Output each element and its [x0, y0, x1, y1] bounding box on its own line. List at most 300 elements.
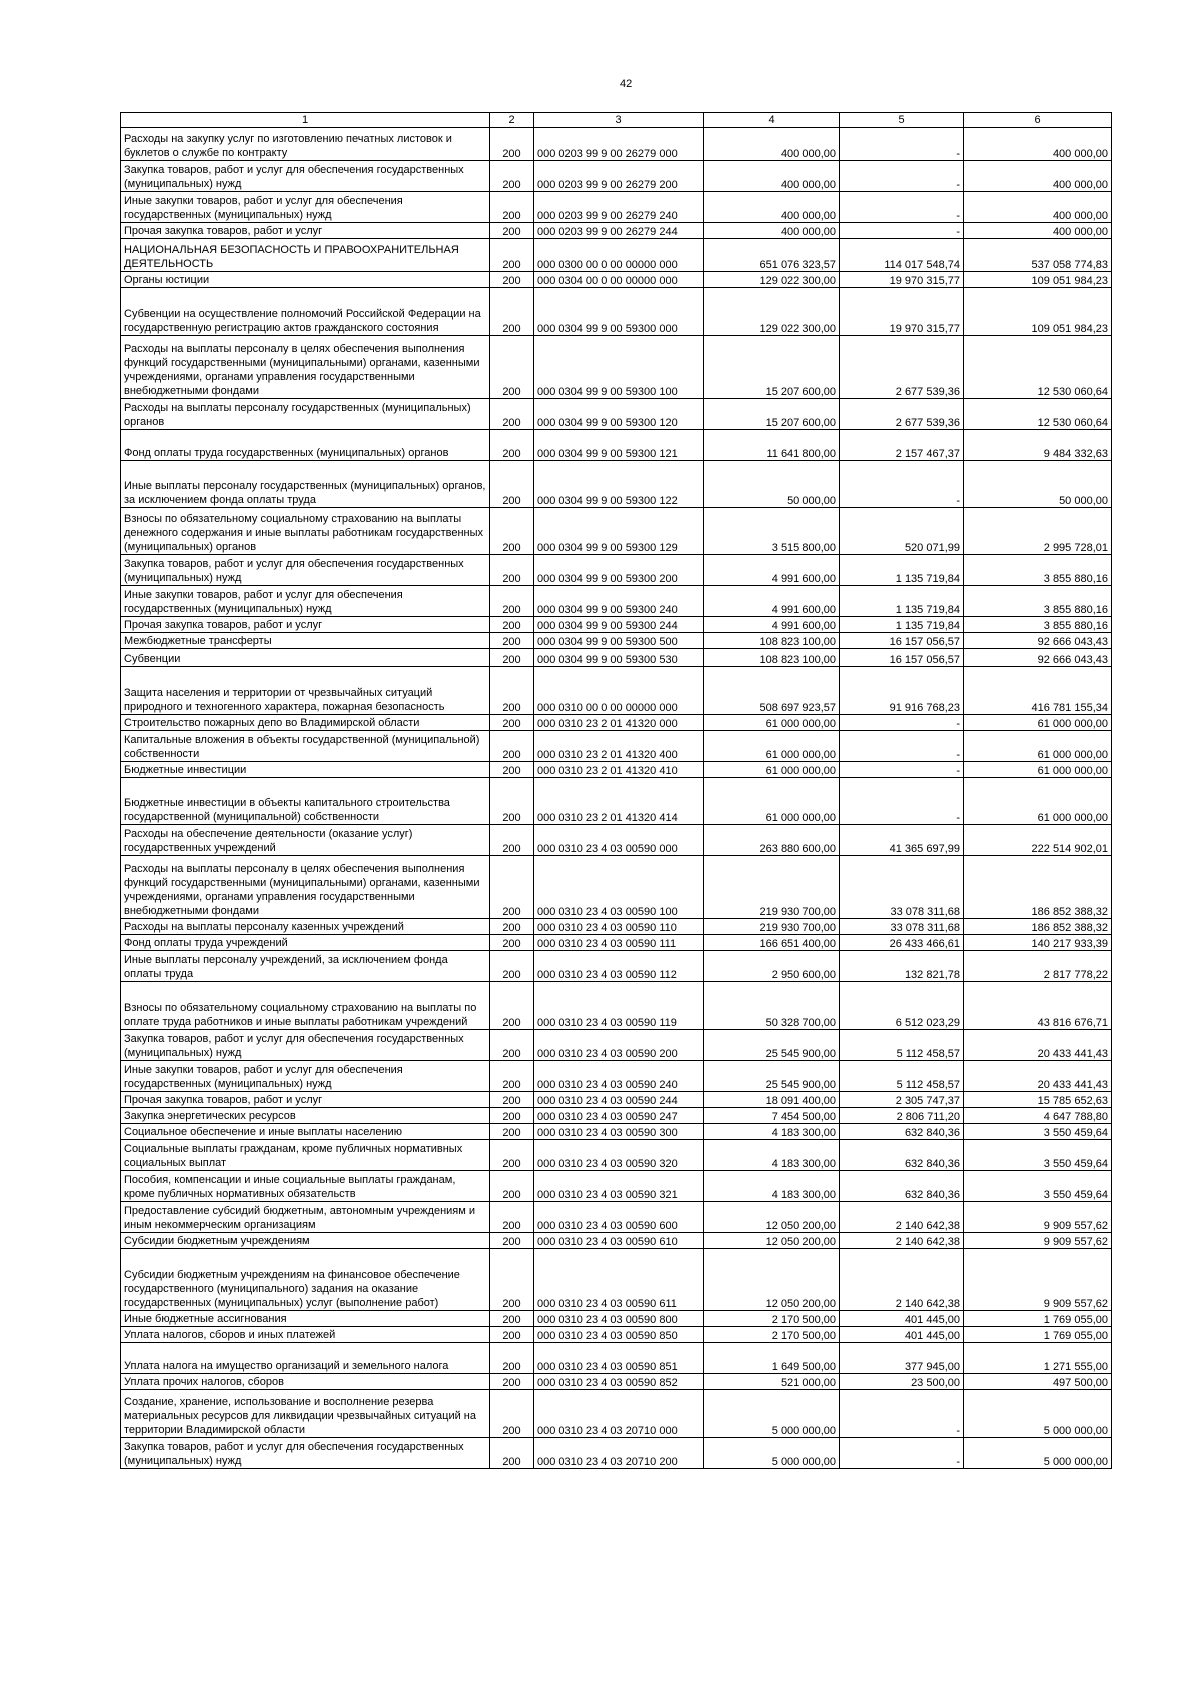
- budget-table: [120, 112, 1112, 1469]
- row-name: Иные закупки товаров, работ и услуг для обеспечения государственных (муниципальных) нужд: [121, 586, 490, 617]
- row-budget-code: 000 0310 23 2 01 41320 400: [534, 731, 704, 762]
- table-row: [121, 1124, 1112, 1140]
- row-unexecuted-amount: 1 271 555,00: [964, 1343, 1112, 1374]
- row-budget-code: 000 0310 23 4 03 00590 247: [534, 1108, 704, 1124]
- table-row: [121, 935, 1112, 951]
- table-row: [121, 1438, 1112, 1469]
- row-budget-code: 000 0304 99 9 00 59300 500: [534, 633, 704, 649]
- row-name: Бюджетные инвестиции в объекты капитального строительства государственной (муниципальной) собственности: [121, 778, 490, 825]
- row-executed-amount: 401 445,00: [840, 1311, 964, 1327]
- table-row: [121, 1374, 1112, 1390]
- row-name: Предоставление субсидий бюджетным, автономным учреждениям и иным некоммерческим организациям: [121, 1202, 490, 1233]
- row-executed-amount: 19 970 315,77: [840, 272, 964, 288]
- table-row: [121, 272, 1112, 288]
- row-approved-amount: 5 000 000,00: [704, 1438, 840, 1469]
- row-executed-amount: 401 445,00: [840, 1327, 964, 1343]
- page-number: 42: [620, 78, 633, 90]
- row-approved-amount: 15 207 600,00: [704, 336, 840, 399]
- row-admin-code: 200: [490, 1092, 534, 1108]
- row-approved-amount: 4 183 300,00: [704, 1171, 840, 1202]
- table-row: [121, 128, 1112, 161]
- row-approved-amount: 508 697 923,57: [704, 667, 840, 715]
- row-name: Социальные выплаты гражданам, кроме публичных нормативных социальных выплат: [121, 1140, 490, 1171]
- table-row: [121, 856, 1112, 919]
- table-row: [121, 1171, 1112, 1202]
- row-approved-amount: 4 991 600,00: [704, 555, 840, 586]
- row-budget-code: 000 0304 99 9 00 59300 244: [534, 617, 704, 633]
- row-unexecuted-amount: 186 852 388,32: [964, 856, 1112, 919]
- row-admin-code: 200: [490, 272, 534, 288]
- row-admin-code: 200: [490, 649, 534, 667]
- row-budget-code: 000 0310 23 4 03 00590 320: [534, 1140, 704, 1171]
- row-unexecuted-amount: 109 051 984,23: [964, 272, 1112, 288]
- row-executed-amount: -: [840, 128, 964, 161]
- table-row: [121, 1092, 1112, 1108]
- row-admin-code: 200: [490, 288, 534, 336]
- table-row: [121, 336, 1112, 399]
- row-approved-amount: 2 950 600,00: [704, 951, 840, 982]
- row-executed-amount: 19 970 315,77: [840, 288, 964, 336]
- row-approved-amount: 129 022 300,00: [704, 272, 840, 288]
- row-approved-amount: 4 183 300,00: [704, 1140, 840, 1171]
- row-admin-code: 200: [490, 715, 534, 731]
- row-admin-code: 200: [490, 1233, 534, 1249]
- row-budget-code: 000 0304 99 9 00 59300 129: [534, 508, 704, 555]
- row-approved-amount: 7 454 500,00: [704, 1108, 840, 1124]
- row-unexecuted-amount: 400 000,00: [964, 161, 1112, 192]
- row-approved-amount: 166 651 400,00: [704, 935, 840, 951]
- row-unexecuted-amount: 61 000 000,00: [964, 762, 1112, 778]
- row-executed-amount: 5 112 458,57: [840, 1061, 964, 1092]
- row-executed-amount: -: [840, 778, 964, 825]
- column-header-1: 1: [121, 113, 490, 128]
- row-executed-amount: 23 500,00: [840, 1374, 964, 1390]
- row-approved-amount: 15 207 600,00: [704, 399, 840, 430]
- row-approved-amount: 1 649 500,00: [704, 1343, 840, 1374]
- row-executed-amount: 2 140 642,38: [840, 1233, 964, 1249]
- row-admin-code: 200: [490, 1343, 534, 1374]
- row-executed-amount: -: [840, 1438, 964, 1469]
- row-name: Социальное обеспечение и иные выплаты населению: [121, 1124, 490, 1140]
- row-admin-code: 200: [490, 1311, 534, 1327]
- row-unexecuted-amount: 4 647 788,80: [964, 1108, 1112, 1124]
- column-header-3: 3: [534, 113, 704, 128]
- row-executed-amount: 5 112 458,57: [840, 1030, 964, 1061]
- row-approved-amount: 61 000 000,00: [704, 778, 840, 825]
- row-name: Фонд оплаты труда учреждений: [121, 935, 490, 951]
- row-unexecuted-amount: 5 000 000,00: [964, 1438, 1112, 1469]
- row-unexecuted-amount: 9 909 557,62: [964, 1202, 1112, 1233]
- row-unexecuted-amount: 1 769 055,00: [964, 1327, 1112, 1343]
- row-approved-amount: 263 880 600,00: [704, 825, 840, 856]
- row-approved-amount: 2 170 500,00: [704, 1327, 840, 1343]
- row-name: Иные выплаты персоналу учреждений, за исключением фонда оплаты труда: [121, 951, 490, 982]
- table-row: [121, 919, 1112, 935]
- table-row: [121, 1108, 1112, 1124]
- row-name: Закупка товаров, работ и услуг для обеспечения государственных (муниципальных) нужд: [121, 161, 490, 192]
- row-name: Закупка товаров, работ и услуг для обеспечения государственных (муниципальных) нужд: [121, 555, 490, 586]
- row-admin-code: 200: [490, 192, 534, 223]
- row-unexecuted-amount: 92 666 043,43: [964, 633, 1112, 649]
- row-budget-code: 000 0304 99 9 00 59300 530: [534, 649, 704, 667]
- table-row: [121, 399, 1112, 430]
- row-approved-amount: 18 091 400,00: [704, 1092, 840, 1108]
- row-budget-code: 000 0310 23 4 03 00590 610: [534, 1233, 704, 1249]
- column-header-row: [121, 113, 1112, 128]
- row-unexecuted-amount: 537 058 774,83: [964, 239, 1112, 272]
- row-unexecuted-amount: 2 995 728,01: [964, 508, 1112, 555]
- column-header-2: 2: [490, 113, 534, 128]
- row-unexecuted-amount: 20 433 441,43: [964, 1061, 1112, 1092]
- column-header-6: 6: [964, 113, 1112, 128]
- row-admin-code: 200: [490, 555, 534, 586]
- table-row: [121, 1343, 1112, 1374]
- row-name: Субвенции: [121, 649, 490, 667]
- row-name: Создание, хранение, использование и восполнение резерва материальных ресурсов для ликвидации чрезвычайных ситуаций на территории Владимирской области: [121, 1390, 490, 1438]
- row-admin-code: 200: [490, 731, 534, 762]
- column-header-5: 5: [840, 113, 964, 128]
- row-budget-code: 000 0203 99 9 00 26279 240: [534, 192, 704, 223]
- column-header-4: 4: [704, 113, 840, 128]
- table-row: [121, 1390, 1112, 1438]
- row-admin-code: 200: [490, 508, 534, 555]
- row-approved-amount: 12 050 200,00: [704, 1233, 840, 1249]
- row-approved-amount: 5 000 000,00: [704, 1390, 840, 1438]
- row-name: Расходы на выплаты персоналу в целях обеспечения выполнения функций государственными (муниципальными) органами, казенными учреждениями, органами управления государственными внебюджетными фондами: [121, 856, 490, 919]
- row-executed-amount: 16 157 056,57: [840, 633, 964, 649]
- table-row: [121, 1061, 1112, 1092]
- table-row: [121, 1327, 1112, 1343]
- row-admin-code: 200: [490, 1061, 534, 1092]
- row-admin-code: 200: [490, 935, 534, 951]
- row-budget-code: 000 0310 23 4 03 00590 244: [534, 1092, 704, 1108]
- row-approved-amount: 108 823 100,00: [704, 633, 840, 649]
- row-budget-code: 000 0304 99 9 00 59300 121: [534, 430, 704, 461]
- row-executed-amount: 520 071,99: [840, 508, 964, 555]
- row-unexecuted-amount: 3 550 459,64: [964, 1171, 1112, 1202]
- row-unexecuted-amount: 109 051 984,23: [964, 288, 1112, 336]
- row-admin-code: 200: [490, 223, 534, 239]
- row-executed-amount: 2 677 539,36: [840, 336, 964, 399]
- row-budget-code: 000 0304 99 9 00 59300 120: [534, 399, 704, 430]
- row-budget-code: 000 0310 23 2 01 41320 414: [534, 778, 704, 825]
- row-approved-amount: 25 545 900,00: [704, 1061, 840, 1092]
- row-budget-code: 000 0310 23 4 03 00590 851: [534, 1343, 704, 1374]
- row-budget-code: 000 0203 99 9 00 26279 244: [534, 223, 704, 239]
- table-row: [121, 1202, 1112, 1233]
- row-unexecuted-amount: 61 000 000,00: [964, 731, 1112, 762]
- row-admin-code: 200: [490, 982, 534, 1030]
- row-name: Субвенции на осуществление полномочий Российской Федерации на государственную регистрацию актов гражданского состояния: [121, 288, 490, 336]
- row-admin-code: 200: [490, 825, 534, 856]
- row-budget-code: 000 0310 23 4 03 00590 100: [534, 856, 704, 919]
- row-executed-amount: 33 078 311,68: [840, 919, 964, 935]
- row-unexecuted-amount: 9 484 332,63: [964, 430, 1112, 461]
- row-name: Закупка товаров, работ и услуг для обеспечения государственных (муниципальных) нужд: [121, 1438, 490, 1469]
- row-name: Субсидии бюджетным учреждениям на финансовое обеспечение государственного (муниципального) задания на оказание государственных (муниципальных) услуг (выполнение работ): [121, 1249, 490, 1311]
- row-admin-code: 200: [490, 617, 534, 633]
- row-executed-amount: 632 840,36: [840, 1124, 964, 1140]
- row-admin-code: 200: [490, 128, 534, 161]
- row-name: Закупка товаров, работ и услуг для обеспечения государственных (муниципальных) нужд: [121, 1030, 490, 1061]
- row-unexecuted-amount: 400 000,00: [964, 223, 1112, 239]
- row-admin-code: 200: [490, 1327, 534, 1343]
- row-budget-code: 000 0304 99 9 00 59300 000: [534, 288, 704, 336]
- row-unexecuted-amount: 3 855 880,16: [964, 555, 1112, 586]
- row-approved-amount: 400 000,00: [704, 223, 840, 239]
- row-unexecuted-amount: 140 217 933,39: [964, 935, 1112, 951]
- row-admin-code: 200: [490, 856, 534, 919]
- row-executed-amount: 2 806 711,20: [840, 1108, 964, 1124]
- row-executed-amount: 1 135 719,84: [840, 586, 964, 617]
- row-approved-amount: 219 930 700,00: [704, 856, 840, 919]
- row-approved-amount: 400 000,00: [704, 128, 840, 161]
- row-name: Закупка энергетических ресурсов: [121, 1108, 490, 1124]
- row-unexecuted-amount: 9 909 557,62: [964, 1233, 1112, 1249]
- row-name: Прочая закупка товаров, работ и услуг: [121, 223, 490, 239]
- table-row: [121, 430, 1112, 461]
- row-executed-amount: 2 140 642,38: [840, 1249, 964, 1311]
- row-name: Прочая закупка товаров, работ и услуг: [121, 1092, 490, 1108]
- row-admin-code: 200: [490, 336, 534, 399]
- row-name: Строительство пожарных депо во Владимирской области: [121, 715, 490, 731]
- row-approved-amount: 3 515 800,00: [704, 508, 840, 555]
- table-row: [121, 223, 1112, 239]
- row-name: Иные закупки товаров, работ и услуг для обеспечения государственных (муниципальных) нужд: [121, 1061, 490, 1092]
- row-name: Расходы на выплаты персоналу в целях обеспечения выполнения функций государственными (муниципальными) органами, казенными учреждениями, органами управления государственными внебюджетными фондами: [121, 336, 490, 399]
- table-row: [121, 586, 1112, 617]
- row-budget-code: 000 0310 23 4 03 00590 300: [534, 1124, 704, 1140]
- row-budget-code: 000 0310 00 0 00 00000 000: [534, 667, 704, 715]
- row-unexecuted-amount: 186 852 388,32: [964, 919, 1112, 935]
- row-admin-code: 200: [490, 1124, 534, 1140]
- row-admin-code: 200: [490, 762, 534, 778]
- row-unexecuted-amount: 12 530 060,64: [964, 336, 1112, 399]
- row-unexecuted-amount: 50 000,00: [964, 461, 1112, 508]
- row-name: Прочая закупка товаров, работ и услуг: [121, 617, 490, 633]
- row-budget-code: 000 0310 23 4 03 00590 119: [534, 982, 704, 1030]
- row-executed-amount: 41 365 697,99: [840, 825, 964, 856]
- row-admin-code: 200: [490, 161, 534, 192]
- row-budget-code: 000 0310 23 4 03 00590 600: [534, 1202, 704, 1233]
- row-name: Расходы на выплаты персоналу государственных (муниципальных) органов: [121, 399, 490, 430]
- row-approved-amount: 12 050 200,00: [704, 1202, 840, 1233]
- table-row: [121, 239, 1112, 272]
- table-row: [121, 762, 1112, 778]
- row-admin-code: 200: [490, 951, 534, 982]
- row-name: Фонд оплаты труда государственных (муниципальных) органов: [121, 430, 490, 461]
- row-budget-code: 000 0310 23 4 03 00590 800: [534, 1311, 704, 1327]
- row-name: Органы юстиции: [121, 272, 490, 288]
- row-admin-code: 200: [490, 1108, 534, 1124]
- row-name: Взносы по обязательному социальному страхованию на выплаты по оплате труда работников и иные выплаты работникам учреждений: [121, 982, 490, 1030]
- row-budget-code: 000 0203 99 9 00 26279 000: [534, 128, 704, 161]
- row-admin-code: 200: [490, 239, 534, 272]
- row-approved-amount: 4 991 600,00: [704, 586, 840, 617]
- row-executed-amount: 1 135 719,84: [840, 555, 964, 586]
- row-admin-code: 200: [490, 1249, 534, 1311]
- table-row: [121, 508, 1112, 555]
- row-name: Защита населения и территории от чрезвычайных ситуаций природного и техногенного характера, пожарная безопасность: [121, 667, 490, 715]
- row-budget-code: 000 0304 99 9 00 59300 200: [534, 555, 704, 586]
- row-budget-code: 000 0310 23 4 03 00590 000: [534, 825, 704, 856]
- row-admin-code: 200: [490, 430, 534, 461]
- table-row: [121, 617, 1112, 633]
- row-budget-code: 000 0304 99 9 00 59300 100: [534, 336, 704, 399]
- row-executed-amount: -: [840, 161, 964, 192]
- row-unexecuted-amount: 61 000 000,00: [964, 715, 1112, 731]
- row-unexecuted-amount: 3 855 880,16: [964, 586, 1112, 617]
- row-unexecuted-amount: 2 817 778,22: [964, 951, 1112, 982]
- row-budget-code: 000 0203 99 9 00 26279 200: [534, 161, 704, 192]
- row-unexecuted-amount: 9 909 557,62: [964, 1249, 1112, 1311]
- row-unexecuted-amount: 61 000 000,00: [964, 778, 1112, 825]
- table-row: [121, 633, 1112, 649]
- row-name: Бюджетные инвестиции: [121, 762, 490, 778]
- table-row: [121, 649, 1112, 667]
- row-approved-amount: 219 930 700,00: [704, 919, 840, 935]
- row-unexecuted-amount: 400 000,00: [964, 192, 1112, 223]
- table-row: [121, 1233, 1112, 1249]
- row-approved-amount: 61 000 000,00: [704, 715, 840, 731]
- row-approved-amount: 61 000 000,00: [704, 731, 840, 762]
- table-row: [121, 1030, 1112, 1061]
- row-budget-code: 000 0310 23 4 03 00590 111: [534, 935, 704, 951]
- row-unexecuted-amount: 1 769 055,00: [964, 1311, 1112, 1327]
- row-name: Расходы на выплаты персоналу казенных учреждений: [121, 919, 490, 935]
- table-row: [121, 288, 1112, 336]
- row-budget-code: 000 0304 00 0 00 00000 000: [534, 272, 704, 288]
- row-budget-code: 000 0310 23 2 01 41320 410: [534, 762, 704, 778]
- row-budget-code: 000 0304 99 9 00 59300 122: [534, 461, 704, 508]
- row-name: Иные выплаты персоналу государственных (муниципальных) органов, за исключением фонда оплаты труда: [121, 461, 490, 508]
- row-approved-amount: 521 000,00: [704, 1374, 840, 1390]
- row-executed-amount: 33 078 311,68: [840, 856, 964, 919]
- row-approved-amount: 2 170 500,00: [704, 1311, 840, 1327]
- row-admin-code: 200: [490, 1030, 534, 1061]
- row-approved-amount: 108 823 100,00: [704, 649, 840, 667]
- row-unexecuted-amount: 400 000,00: [964, 128, 1112, 161]
- table-row: [121, 555, 1112, 586]
- row-executed-amount: 114 017 548,74: [840, 239, 964, 272]
- row-admin-code: 200: [490, 586, 534, 617]
- table-row: [121, 715, 1112, 731]
- row-admin-code: 200: [490, 667, 534, 715]
- row-budget-code: 000 0310 23 2 01 41320 000: [534, 715, 704, 731]
- table-row: [121, 951, 1112, 982]
- row-approved-amount: 11 641 800,00: [704, 430, 840, 461]
- row-budget-code: 000 0310 23 4 03 00590 850: [534, 1327, 704, 1343]
- table-row: [121, 731, 1112, 762]
- row-unexecuted-amount: 15 785 652,63: [964, 1092, 1112, 1108]
- row-budget-code: 000 0310 23 4 03 00590 852: [534, 1374, 704, 1390]
- row-approved-amount: 651 076 323,57: [704, 239, 840, 272]
- row-unexecuted-amount: 3 550 459,64: [964, 1140, 1112, 1171]
- row-name: Пособия, компенсации и иные социальные выплаты гражданам, кроме публичных нормативных обязательств: [121, 1171, 490, 1202]
- row-name: Взносы по обязательному социальному страхованию на выплаты денежного содержания и иные выплаты работникам государственных (муниципальных) органов: [121, 508, 490, 555]
- table-row: [121, 161, 1112, 192]
- row-executed-amount: -: [840, 192, 964, 223]
- table-row: [121, 667, 1112, 715]
- row-budget-code: 000 0310 23 4 03 00590 321: [534, 1171, 704, 1202]
- row-approved-amount: 12 050 200,00: [704, 1249, 840, 1311]
- row-budget-code: 000 0310 23 4 03 00590 110: [534, 919, 704, 935]
- table-row: [121, 982, 1112, 1030]
- row-budget-code: 000 0300 00 0 00 00000 000: [534, 239, 704, 272]
- row-admin-code: 200: [490, 1202, 534, 1233]
- row-admin-code: 200: [490, 1390, 534, 1438]
- table-row: [121, 825, 1112, 856]
- row-unexecuted-amount: 92 666 043,43: [964, 649, 1112, 667]
- row-name: Уплата налога на имущество организаций и земельного налога: [121, 1343, 490, 1374]
- row-name: Субсидии бюджетным учреждениям: [121, 1233, 490, 1249]
- row-executed-amount: 26 433 466,61: [840, 935, 964, 951]
- row-unexecuted-amount: 20 433 441,43: [964, 1030, 1112, 1061]
- row-unexecuted-amount: 43 816 676,71: [964, 982, 1112, 1030]
- row-admin-code: 200: [490, 1438, 534, 1469]
- row-executed-amount: 2 140 642,38: [840, 1202, 964, 1233]
- row-unexecuted-amount: 3 855 880,16: [964, 617, 1112, 633]
- row-name: Расходы на обеспечение деятельности (оказание услуг) государственных учреждений: [121, 825, 490, 856]
- row-unexecuted-amount: 222 514 902,01: [964, 825, 1112, 856]
- row-approved-amount: 400 000,00: [704, 161, 840, 192]
- table-row: [121, 1140, 1112, 1171]
- row-name: НАЦИОНАЛЬНАЯ БЕЗОПАСНОСТЬ И ПРАВООХРАНИТЕЛЬНАЯ ДЕЯТЕЛЬНОСТЬ: [121, 239, 490, 272]
- row-approved-amount: 61 000 000,00: [704, 762, 840, 778]
- row-unexecuted-amount: 5 000 000,00: [964, 1390, 1112, 1438]
- row-executed-amount: -: [840, 461, 964, 508]
- row-executed-amount: 91 916 768,23: [840, 667, 964, 715]
- row-admin-code: 200: [490, 399, 534, 430]
- row-approved-amount: 25 545 900,00: [704, 1030, 840, 1061]
- row-approved-amount: 4 991 600,00: [704, 617, 840, 633]
- row-admin-code: 200: [490, 633, 534, 649]
- row-budget-code: 000 0310 23 4 03 00590 240: [534, 1061, 704, 1092]
- row-budget-code: 000 0310 23 4 03 00590 611: [534, 1249, 704, 1311]
- row-unexecuted-amount: 12 530 060,64: [964, 399, 1112, 430]
- row-unexecuted-amount: 497 500,00: [964, 1374, 1112, 1390]
- row-budget-code: 000 0304 99 9 00 59300 240: [534, 586, 704, 617]
- row-approved-amount: 129 022 300,00: [704, 288, 840, 336]
- row-admin-code: 200: [490, 1140, 534, 1171]
- row-name: Иные бюджетные ассигнования: [121, 1311, 490, 1327]
- row-executed-amount: -: [840, 731, 964, 762]
- table-row: [121, 1249, 1112, 1311]
- row-executed-amount: 6 512 023,29: [840, 982, 964, 1030]
- row-admin-code: 200: [490, 1374, 534, 1390]
- row-executed-amount: 632 840,36: [840, 1140, 964, 1171]
- row-budget-code: 000 0310 23 4 03 20710 200: [534, 1438, 704, 1469]
- row-executed-amount: 2 677 539,36: [840, 399, 964, 430]
- row-executed-amount: -: [840, 762, 964, 778]
- row-executed-amount: -: [840, 1390, 964, 1438]
- row-executed-amount: -: [840, 715, 964, 731]
- table-row: [121, 1311, 1112, 1327]
- row-admin-code: 200: [490, 461, 534, 508]
- row-budget-code: 000 0310 23 4 03 00590 112: [534, 951, 704, 982]
- row-executed-amount: 1 135 719,84: [840, 617, 964, 633]
- row-approved-amount: 4 183 300,00: [704, 1124, 840, 1140]
- row-unexecuted-amount: 416 781 155,34: [964, 667, 1112, 715]
- row-name: Капитальные вложения в объекты государственной (муниципальной) собственности: [121, 731, 490, 762]
- row-executed-amount: 377 945,00: [840, 1343, 964, 1374]
- row-executed-amount: -: [840, 223, 964, 239]
- row-executed-amount: 2 157 467,37: [840, 430, 964, 461]
- row-budget-code: 000 0310 23 4 03 00590 200: [534, 1030, 704, 1061]
- table-row: [121, 461, 1112, 508]
- row-name: Межбюджетные трансферты: [121, 633, 490, 649]
- row-executed-amount: 132 821,78: [840, 951, 964, 982]
